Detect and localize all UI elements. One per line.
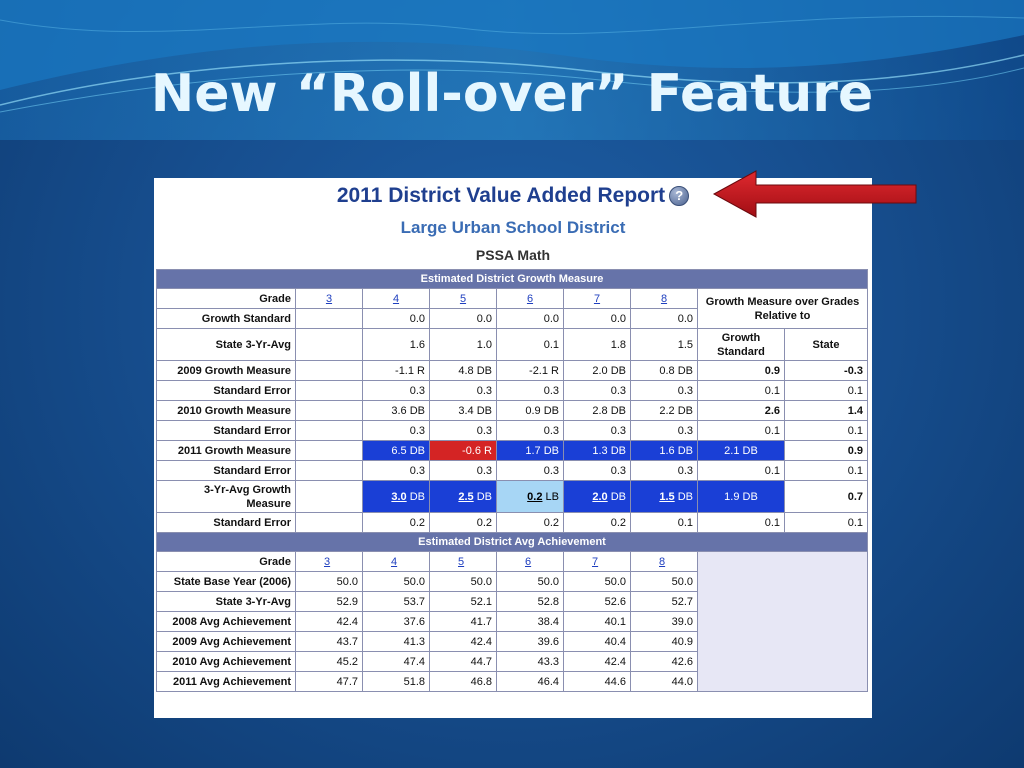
value-cell: 0.8 DB <box>631 361 698 381</box>
value-cell: 41.7 <box>430 612 497 632</box>
value-code: LB <box>545 490 559 503</box>
grade-link-4[interactable]: 4 <box>392 292 400 305</box>
value-cell: 42.4 <box>296 612 363 632</box>
grade-link-cell <box>497 552 564 572</box>
value-cell: -2.1 R <box>497 361 564 381</box>
report-panel <box>154 178 872 718</box>
value-cell: 1.3 DB <box>564 441 631 461</box>
value-cell: 40.9 <box>631 632 698 652</box>
relative-to-header: Growth Measure over Grades Relative to <box>698 289 868 329</box>
value-cell: 0.9 DB <box>497 401 564 421</box>
rel-state-cell: 0.1 <box>785 461 868 481</box>
rel-growth-standard-cell: 0.1 <box>698 381 785 401</box>
value-cell <box>296 421 363 441</box>
value-cell: 1.7 DB <box>497 441 564 461</box>
value-cell: 39.6 <box>497 632 564 652</box>
table-row <box>157 361 868 381</box>
row-label: 2008 Avg Achievement <box>157 612 296 632</box>
value-cell: 0.1 <box>497 329 564 361</box>
value-cell: 0.2 <box>564 513 631 533</box>
value-cell: 0.3 <box>497 461 564 481</box>
value-cell: 52.7 <box>631 592 698 612</box>
value-cell: 1.5 <box>631 329 698 361</box>
value-number[interactable]: 2.5 <box>458 490 474 503</box>
value-cell: 0.2 <box>430 513 497 533</box>
value-cell <box>564 481 631 513</box>
col-growth-standard: Growth Standard <box>698 329 785 361</box>
grade-link-cell <box>564 552 631 572</box>
rel-state-cell: 0.1 <box>785 513 868 533</box>
value-cell: 42.4 <box>430 632 497 652</box>
rel-growth-standard-cell: 0.1 <box>698 513 785 533</box>
value-added-table <box>156 269 868 692</box>
value-cell: 6.5 DB <box>363 441 430 461</box>
row-label: 2009 Growth Measure <box>157 361 296 381</box>
value-cell: 39.0 <box>631 612 698 632</box>
rel-growth-standard-cell: 1.9 DB <box>698 481 785 513</box>
value-code: DB <box>409 490 425 503</box>
value-cell: 0.2 <box>497 513 564 533</box>
slide-title: New “Roll-over” Feature <box>150 64 874 124</box>
row-label: State 3-Yr-Avg <box>157 329 296 361</box>
rel-state-cell: -0.3 <box>785 361 868 381</box>
subject-name: PSSA Math <box>475 247 551 263</box>
value-cell: 46.8 <box>430 672 497 692</box>
row-label: 2010 Avg Achievement <box>157 652 296 672</box>
value-cell: 46.4 <box>497 672 564 692</box>
rel-state-cell: 1.4 <box>785 401 868 421</box>
row-label: 2011 Avg Achievement <box>157 672 296 692</box>
rel-growth-standard-cell: 0.9 <box>698 361 785 381</box>
value-cell: 0.3 <box>564 461 631 481</box>
grade-link-cell <box>564 289 631 309</box>
rel-state-cell: 0.1 <box>785 381 868 401</box>
value-cell: 0.2 <box>363 513 430 533</box>
value-cell: 3.6 DB <box>363 401 430 421</box>
report-title-text: 2011 District Value Added Report <box>336 184 666 207</box>
value-cell <box>296 329 363 361</box>
value-cell: 0.3 <box>497 381 564 401</box>
value-cell: 45.2 <box>296 652 363 672</box>
value-cell: 50.0 <box>564 572 631 592</box>
value-cell: 52.1 <box>430 592 497 612</box>
value-cell: 47.7 <box>296 672 363 692</box>
grade-link-5[interactable]: 5 <box>459 292 467 305</box>
value-cell: 52.8 <box>497 592 564 612</box>
value-cell: 0.3 <box>631 381 698 401</box>
rel-state-cell: 0.7 <box>785 481 868 513</box>
row-label: 2009 Avg Achievement <box>157 632 296 652</box>
grade-link-cell <box>363 289 430 309</box>
value-cell: 0.0 <box>497 309 564 329</box>
row-label: Growth Standard <box>157 309 296 329</box>
value-cell: 0.3 <box>363 421 430 441</box>
grade-link-cell <box>296 289 363 309</box>
table-row <box>157 461 868 481</box>
grade-link-7[interactable]: 7 <box>592 555 599 568</box>
value-cell: 37.6 <box>363 612 430 632</box>
value-cell: 0.3 <box>430 461 497 481</box>
grade-link-6[interactable]: 6 <box>525 555 532 568</box>
row-label: State 3-Yr-Avg <box>157 592 296 612</box>
value-cell: 47.4 <box>363 652 430 672</box>
rel-growth-standard-cell: 0.1 <box>698 461 785 481</box>
table-row <box>157 513 868 533</box>
value-cell: 0.3 <box>631 461 698 481</box>
table-row <box>157 329 868 361</box>
rel-growth-standard-cell: 2.6 <box>698 401 785 421</box>
value-cell: 44.7 <box>430 652 497 672</box>
value-cell: 43.3 <box>497 652 564 672</box>
value-cell: 0.0 <box>430 309 497 329</box>
value-cell: 3.4 DB <box>430 401 497 421</box>
table-row <box>157 401 868 421</box>
value-cell: 52.6 <box>564 592 631 612</box>
value-cell <box>296 309 363 329</box>
grade-link-cell <box>430 289 497 309</box>
grade-link-8[interactable]: 8 <box>659 555 666 568</box>
value-cell: 43.7 <box>296 632 363 652</box>
value-cell: 1.6 <box>363 329 430 361</box>
value-cell <box>296 481 363 513</box>
value-cell <box>296 441 363 461</box>
red-arrow-icon <box>712 168 922 220</box>
value-cell <box>296 401 363 421</box>
value-cell: 40.1 <box>564 612 631 632</box>
grade-link-cell <box>631 552 698 572</box>
value-cell: 0.3 <box>430 421 497 441</box>
grade-label: Grade <box>157 552 296 572</box>
grade-label: Grade <box>157 289 296 309</box>
value-cell: 0.3 <box>430 381 497 401</box>
value-number[interactable]: 1.5 <box>659 490 675 503</box>
value-cell: 50.0 <box>363 572 430 592</box>
rel-state-cell: 0.1 <box>785 421 868 441</box>
value-number[interactable]: 3.0 <box>391 490 407 503</box>
value-cell <box>631 481 698 513</box>
rel-state-cell: 0.9 <box>785 441 868 461</box>
value-cell: -0.6 R <box>430 441 497 461</box>
value-cell: 50.0 <box>497 572 564 592</box>
value-cell: 42.6 <box>631 652 698 672</box>
grade-link-4[interactable]: 4 <box>391 555 398 568</box>
value-cell: 2.8 DB <box>564 401 631 421</box>
grade-link-7[interactable]: 7 <box>593 292 601 305</box>
row-label: State Base Year (2006) <box>157 572 296 592</box>
grade-link-3[interactable]: 3 <box>325 292 333 305</box>
value-number[interactable]: 0.2 <box>527 490 543 503</box>
value-cell <box>296 361 363 381</box>
value-cell: 1.8 <box>564 329 631 361</box>
value-cell: 44.6 <box>564 672 631 692</box>
grade-link-cell <box>430 552 497 572</box>
achievement-grade-row <box>157 552 868 572</box>
grade-link-cell <box>497 289 564 309</box>
row-label: 2011 Growth Measure <box>157 441 296 461</box>
question-icon[interactable]: ? <box>669 186 689 206</box>
row-label: 2010 Growth Measure <box>157 401 296 421</box>
row-label: Standard Error <box>157 461 296 481</box>
value-cell <box>497 481 564 513</box>
rel-growth-standard-cell: 0.1 <box>698 421 785 441</box>
value-cell: 2.2 DB <box>631 401 698 421</box>
value-cell: 38.4 <box>497 612 564 632</box>
growth-grade-row <box>157 289 868 309</box>
value-cell <box>296 513 363 533</box>
grade-link-cell <box>363 552 430 572</box>
rel-growth-standard-cell: 2.1 DB <box>698 441 785 461</box>
grade-link-3[interactable]: 3 <box>324 555 331 568</box>
achievement-section-title: Estimated District Avg Achievement <box>157 533 868 552</box>
grade-link-cell <box>296 552 363 572</box>
value-cell: 1.0 <box>430 329 497 361</box>
district-name: Large Urban School District <box>400 218 626 237</box>
growth-section-header-row <box>157 270 868 289</box>
value-cell: 0.3 <box>497 421 564 441</box>
table-row <box>157 441 868 461</box>
value-number[interactable]: 2.0 <box>592 490 608 503</box>
value-cell: 50.0 <box>296 572 363 592</box>
value-cell: 0.0 <box>631 309 698 329</box>
value-cell: 50.0 <box>631 572 698 592</box>
value-cell <box>430 481 497 513</box>
value-code: DB <box>476 490 492 503</box>
value-cell: 0.3 <box>363 461 430 481</box>
blank-area <box>698 552 868 692</box>
value-cell: 53.7 <box>363 592 430 612</box>
value-cell: 0.1 <box>631 513 698 533</box>
value-cell <box>363 481 430 513</box>
value-cell: 51.8 <box>363 672 430 692</box>
row-label: Standard Error <box>157 381 296 401</box>
value-cell: 4.8 DB <box>430 361 497 381</box>
row-label: Standard Error <box>157 513 296 533</box>
value-cell: 50.0 <box>430 572 497 592</box>
value-cell: 40.4 <box>564 632 631 652</box>
row-label: Standard Error <box>157 421 296 441</box>
growth-section-title: Estimated District Growth Measure <box>157 270 868 289</box>
value-cell <box>296 381 363 401</box>
value-cell: 0.0 <box>363 309 430 329</box>
row-label-line1: 3-Yr-Avg Growth <box>204 483 291 496</box>
value-cell: -1.1 R <box>363 361 430 381</box>
value-cell: 42.4 <box>564 652 631 672</box>
value-cell: 0.3 <box>631 421 698 441</box>
grade-link-5[interactable]: 5 <box>458 555 465 568</box>
col-state: State <box>785 329 868 361</box>
value-cell: 0.3 <box>363 381 430 401</box>
grade-link-6[interactable]: 6 <box>526 292 534 305</box>
grade-link-8[interactable]: 8 <box>660 292 668 305</box>
achievement-section-header-row <box>157 533 868 552</box>
value-cell: 0.0 <box>564 309 631 329</box>
value-cell: 2.0 DB <box>564 361 631 381</box>
table-row <box>157 421 868 441</box>
value-cell: 1.6 DB <box>631 441 698 461</box>
value-code: DB <box>610 490 626 503</box>
value-cell: 0.3 <box>564 381 631 401</box>
value-cell: 41.3 <box>363 632 430 652</box>
row-label-line2: Measure <box>246 497 291 510</box>
grade-link-cell <box>631 289 698 309</box>
value-code: DB <box>677 490 693 503</box>
value-cell: 44.0 <box>631 672 698 692</box>
row-label <box>157 481 296 513</box>
value-cell: 52.9 <box>296 592 363 612</box>
value-cell: 0.3 <box>564 421 631 441</box>
table-row <box>157 381 868 401</box>
table-row <box>157 481 868 513</box>
value-cell <box>296 461 363 481</box>
